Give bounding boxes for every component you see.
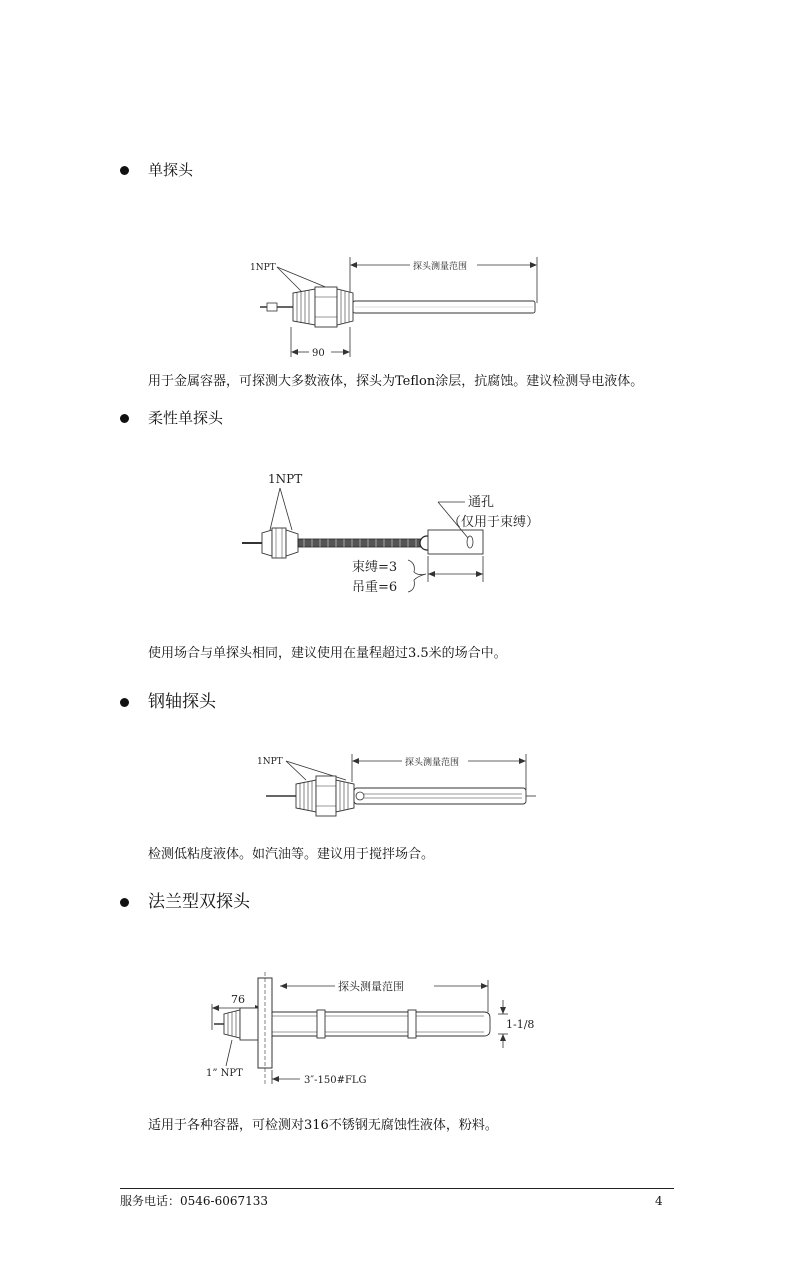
thread-label: 1NPT [257, 757, 283, 767]
range-label: 探头测量范围 [338, 980, 404, 993]
flange-label: 3″-150#FLG [304, 1075, 367, 1086]
bullet-icon [120, 698, 129, 707]
footer-phone: 服务电话：0546-6067133 [120, 1194, 269, 1208]
flexible-probe-diagram [240, 468, 570, 603]
bullet-icon [120, 414, 129, 423]
bullet-icon [120, 166, 129, 175]
thread-label: 1” NPT [206, 1068, 243, 1079]
dimension-label: 90 [312, 348, 325, 359]
tie-label: 束缚=3 [352, 560, 398, 575]
page-number: 4 [655, 1194, 663, 1208]
dimension-label: 76 [231, 993, 245, 1006]
section-heading-single-probe: 单探头 [148, 161, 194, 179]
section-description: 检测低粘度液体。如汽油等。建议用于搅拌场合。 [148, 847, 435, 862]
section-heading-flexible-probe: 柔性单探头 [148, 409, 224, 427]
spacing-label: 1-1/8 [506, 1018, 535, 1031]
thread-label: 1NPT [250, 263, 276, 273]
flange-dual-probe-diagram [200, 972, 540, 1092]
hole-label: 通孔 [468, 495, 495, 510]
bullet-icon [120, 898, 129, 907]
steel-shaft-probe-diagram [254, 752, 554, 822]
section-heading-steel-shaft-probe: 钢轴探头 [148, 692, 216, 712]
range-label: 探头测量范围 [405, 758, 460, 768]
hang-label: 吊重=6 [352, 580, 398, 595]
footer-divider [120, 1188, 674, 1189]
hole-note-label: （仅用于束缚） [448, 515, 540, 530]
section-heading-flange-dual-probe: 法兰型双探头 [148, 892, 250, 912]
thread-label: 1NPT [268, 472, 303, 486]
single-probe-diagram [245, 255, 545, 365]
section-description: 用于金属容器，可探测大多数液体，探头为Teflon涂层，抗腐蚀。建议检测导电液体。 [148, 374, 644, 389]
range-label: 探头测量范围 [413, 262, 468, 272]
section-description: 使用场合与单探头相同，建议使用在量程超过3.5米的场合中。 [148, 646, 507, 661]
section-description: 适用于各种容器，可检测对316不锈钢无腐蚀性液体，粉料。 [148, 1118, 498, 1133]
